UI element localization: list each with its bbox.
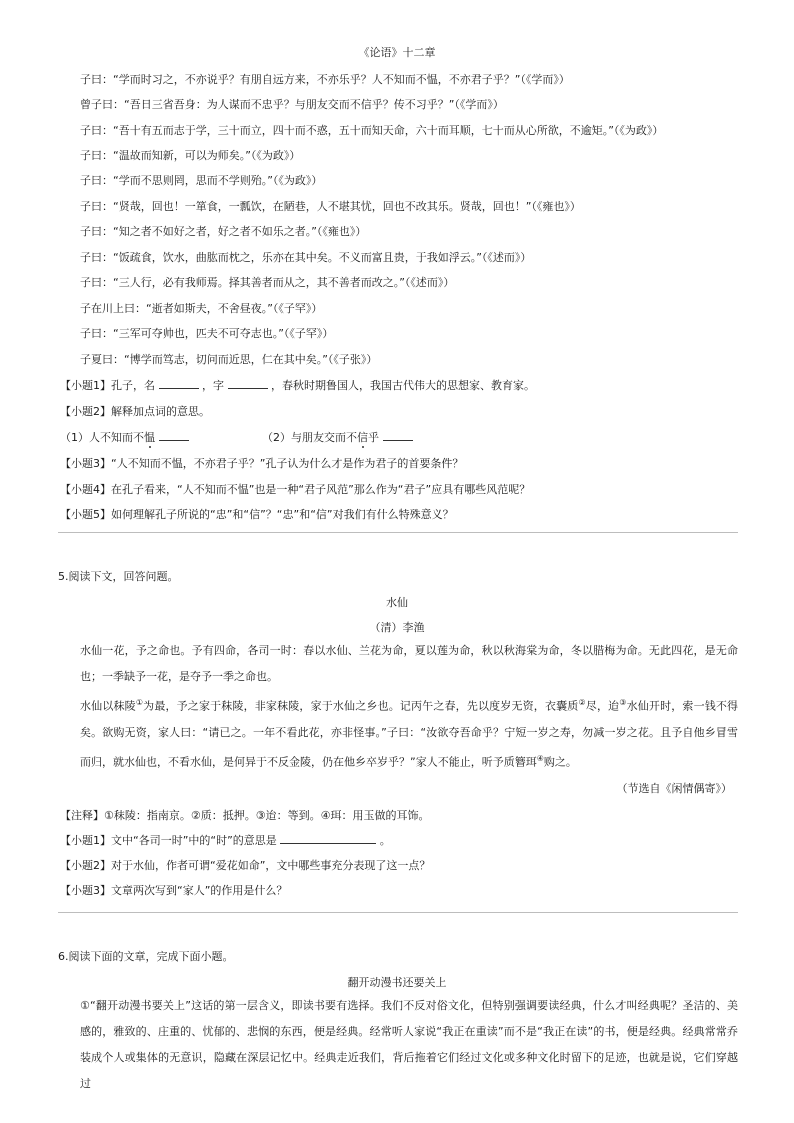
- shuixian-title: 水仙: [386, 596, 408, 609]
- quote-11: 子曰：“三军可夺帅也，匹夫不可夺志也。”（《子罕》）: [80, 327, 334, 340]
- sec4-question-2-part-2: （2）与朋友交而不信乎: [262, 429, 413, 445]
- sec4-question-4: 【小题4】在孔子看来，“人不知而不愠”也是一种“君子风范”那么作为“君子”应具有哪些风范呢？: [60, 483, 531, 496]
- sec4-question-2: 【小题2】解释加点词的意思。: [60, 405, 210, 418]
- quote-12: 子夏曰：“博学而笃志，切问而近思，仁在其中矣。”（《子张》）: [80, 353, 378, 366]
- section-divider: [58, 532, 738, 533]
- shuixian-paragraph-2: 水仙以秣陵①为最，予之家于秣陵，非家秣陵，家于水仙之乡也。记丙午之春，先以度岁无资，衣囊质②尽，迨③水仙开时，索一钱不得矣。欲购无资，家人曰：“请已之。一年不看此花，亦非怪事。”子曰：“汝欲夺吾命乎？宁短一岁之寿，勿减一岁之花。且予自他乡冒雪而归，就水仙也，不看水仙，是何异于不反金陵，仍在他乡卒岁乎？”家人不能止，听予质簪珥④购之。: [80, 698, 739, 769]
- dotted-word-yun: 愠: [144, 431, 155, 444]
- shuixian-paragraph-1: 水仙一花，予之命也。予有四命，各司一时：春以水仙、兰花为命，夏以莲为命，秋以秋海棠为命，冬以腊梅为命。无此四花，是无命也；一季缺予一花，是夺予一季之命也。: [80, 644, 738, 683]
- quote-3: 子曰：“吾十有五而志于学，三十而立，四十而不惑，五十而知天命，六十而耳顺，七十而从心所欲，不逾矩。”（《为政》）: [80, 124, 664, 137]
- shuixian-source: （节选自《闲情偶寄》）: [616, 782, 732, 795]
- quote-9: 子曰：“三人行，必有我师焉。择其善者而从之，其不善者而改之。”（《述而》）: [80, 276, 455, 289]
- quote-7: 子曰：“知之者不如好之者，好之者不如乐之者。”（《雍也》）: [80, 225, 367, 238]
- sec5-question-3: 【小题3】文章两次写到“家人”的作用是什么？: [60, 884, 288, 897]
- shuixian-notes: 【注释】①秣陵：指南京。②质：抵押。③迨：等到。④珥：用玉做的耳饰。: [60, 809, 430, 822]
- sec5-question-2: 【小题2】对于水仙，作者可谓“爱花如命”，文中哪些事充分表现了这一点？: [60, 859, 431, 872]
- note-ref-4: ④: [536, 753, 544, 763]
- answer-blank-shi[interactable]: [280, 833, 376, 844]
- sec4-question-3: 【小题3】“人不知而不愠，不亦君子乎？”孔子认为什么才是作为君子的首要条件？: [60, 457, 464, 470]
- lunyu-title: 《论语》十二章: [358, 46, 436, 59]
- sec4-question-5: 【小题5】如何理解孔子所说的“忠”和“信”？“忠”和“信”对我们有什么特殊意义？: [60, 508, 454, 521]
- shuixian-author: （清）李渔: [369, 621, 425, 634]
- note-ref-1: ①: [135, 698, 144, 707]
- quote-8: 子曰：“饭疏食，饮水，曲肱而枕之，乐亦在其中矣。不义而富且贵，于我如浮云。”（《述而》）: [80, 251, 532, 264]
- sec6-intro: 6.阅读下面的文章，完成下面小题。: [58, 950, 234, 963]
- quote-2: 曾子曰：“吾日三省吾身：为人谋而不忠乎？与朋友交而不信乎？传不习乎？”（《学而》）: [80, 98, 504, 111]
- quote-1: 子曰：“学而时习之，不亦说乎？有朋自远方来，不亦乐乎？人不知而不愠，不亦君子乎？”（《学而》）: [80, 73, 570, 86]
- answer-blank-xin[interactable]: [383, 430, 413, 441]
- article-title: 翻开动漫书还要关上: [347, 976, 447, 989]
- sec5-question-1: 【小题1】文中“各司一时”中的“时”的意思是 。: [60, 834, 391, 847]
- quote-5: 子曰：“学而不思则罔，思而不学则殆。”（《为政》）: [80, 174, 323, 187]
- section-divider: [58, 912, 738, 913]
- answer-blank-name[interactable]: [159, 378, 199, 389]
- quote-10: 子在川上曰：“逝者如斯夫，不舍昼夜。”（《子罕》）: [80, 302, 323, 315]
- quote-6: 子曰：“贤哉，回也！一箪食，一瓢饮，在陋巷，人不堪其忧，回也不改其乐。贤哉，回也！”（《雍也》）: [80, 200, 581, 213]
- sec4-question-2-part-1: （1）人不知而不愠: [60, 429, 189, 445]
- answer-blank-courtesy-name[interactable]: [228, 378, 268, 389]
- dotted-word-xin: 信: [357, 431, 368, 444]
- note-ref-3: ③: [619, 698, 627, 707]
- note-ref-2: ②: [578, 698, 586, 707]
- sec5-intro: 5.阅读下文，回答问题。: [58, 570, 179, 583]
- quote-4: 子曰：“温故而知新，可以为师矣。”（《为政》）: [80, 149, 301, 162]
- answer-blank-yun[interactable]: [159, 430, 189, 441]
- sec4-question-1: 【小题1】孔子，名 ，字 ，春秋时期鲁国人，我国古代伟大的思想家、教育家。: [60, 379, 535, 392]
- article-paragraph-1: ①“翻开动漫书要关上”这话的第一层含义，即读书要有选择。我们不反对俗文化，但特别强调要读经典，什么才叫经典呢？圣洁的、美感的，雅致的、庄重的、忧郁的、悲悯的东西，便是经典。经常听人家说“我正在重读”而不是“我正在读”的书，便是经典。经典常常乔装成个人或集体的无意识，隐藏在深层记忆中。经典走近我们，背后拖着它们经过文化或多种文化时留下的足迹，也就是说，它们穿越过: [80, 999, 738, 1090]
